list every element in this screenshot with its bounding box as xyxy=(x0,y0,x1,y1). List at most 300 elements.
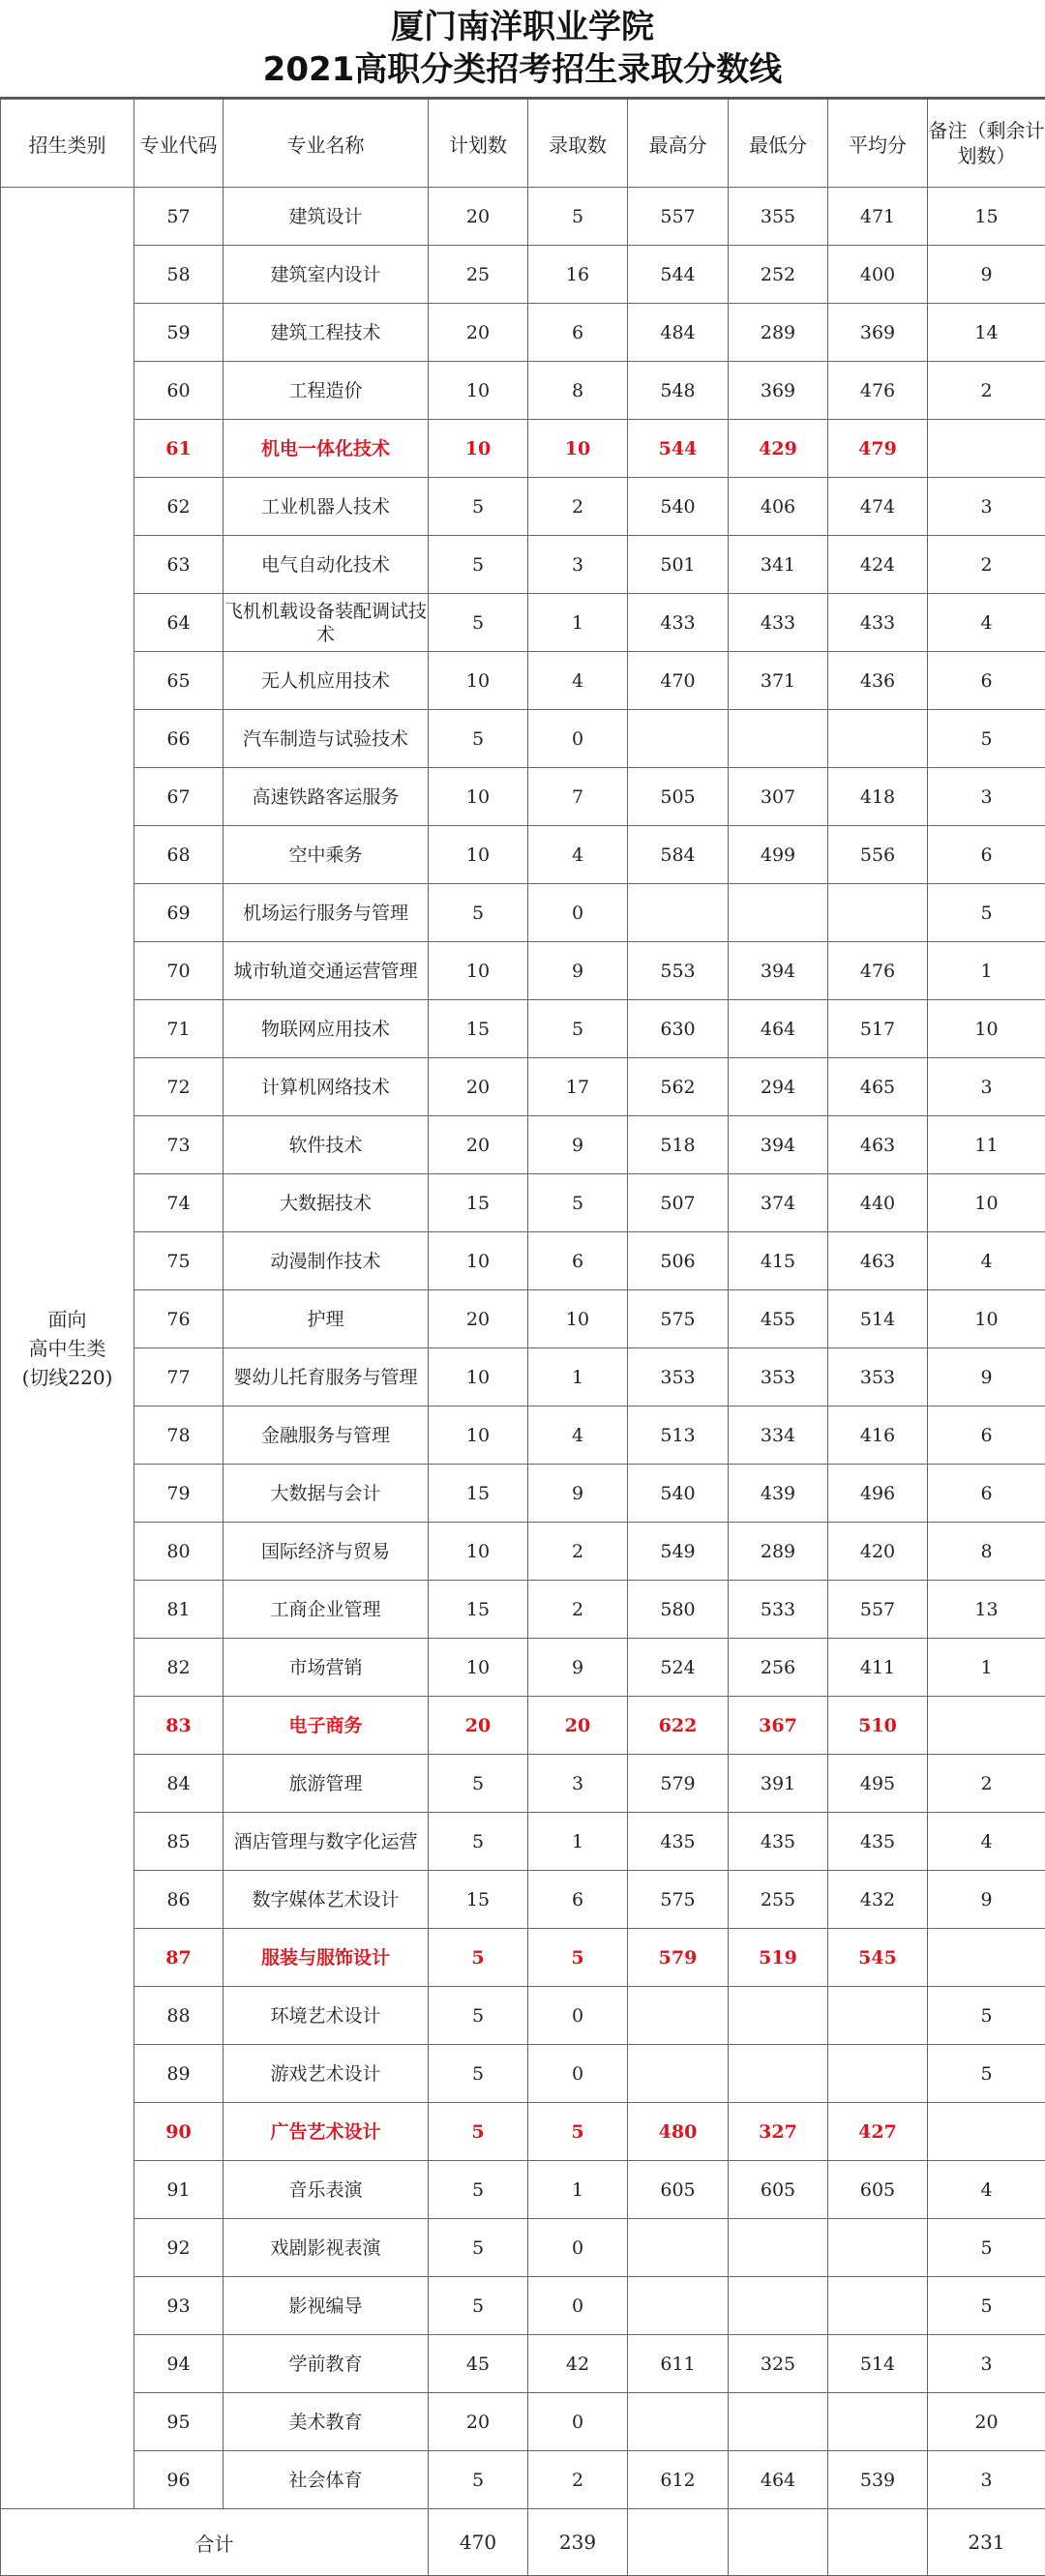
cell-admitted: 3 xyxy=(528,536,628,594)
table-row xyxy=(1,1697,1045,1755)
table-row xyxy=(1,1290,1045,1348)
cell-avg: 416 xyxy=(828,1406,928,1465)
cell-note: 9 xyxy=(928,1871,1045,1929)
cell-plan: 10 xyxy=(429,652,528,710)
cell-avg: 495 xyxy=(828,1755,928,1813)
cell-max: 505 xyxy=(628,768,729,826)
cell-min: 369 xyxy=(729,362,828,420)
cell-admitted: 5 xyxy=(528,1174,628,1232)
cell-avg xyxy=(828,2277,928,2335)
cell-plan: 5 xyxy=(429,2103,528,2161)
cell-plan: 15 xyxy=(429,1000,528,1058)
table-row xyxy=(1,652,1045,710)
cell-code: 59 xyxy=(134,304,224,362)
header-plan: 计划数 xyxy=(429,100,528,188)
cell-name: 建筑设计 xyxy=(224,188,429,246)
cell-note: 3 xyxy=(928,478,1045,536)
cell-min xyxy=(729,2045,828,2103)
table-row xyxy=(1,2277,1045,2335)
cell-code: 85 xyxy=(134,1813,224,1871)
cell-code: 70 xyxy=(134,942,224,1000)
cell-max: 579 xyxy=(628,1929,729,1987)
table-row xyxy=(1,1232,1045,1290)
header-name: 专业名称 xyxy=(224,100,429,188)
cell-min: 252 xyxy=(729,246,828,304)
cell-min: 439 xyxy=(729,1465,828,1523)
cell-min xyxy=(729,2277,828,2335)
cell-min: 307 xyxy=(729,768,828,826)
cell-avg: 463 xyxy=(828,1232,928,1290)
college-title: 厦门南洋职业学院 xyxy=(0,6,1045,48)
cell-avg: 510 xyxy=(828,1697,928,1755)
cell-plan: 10 xyxy=(429,768,528,826)
cell-code: 93 xyxy=(134,2277,224,2335)
cell-max: 513 xyxy=(628,1406,729,1465)
cell-min: 289 xyxy=(729,1523,828,1581)
cell-admitted: 0 xyxy=(528,2045,628,2103)
cell-min: 367 xyxy=(729,1697,828,1755)
cell-note: 4 xyxy=(928,594,1045,652)
cell-avg: 435 xyxy=(828,1813,928,1871)
cell-note: 5 xyxy=(928,1987,1045,2045)
cell-admitted: 1 xyxy=(528,2161,628,2219)
cell-code: 88 xyxy=(134,1987,224,2045)
cell-name: 戏剧影视表演 xyxy=(224,2219,429,2277)
cell-code: 62 xyxy=(134,478,224,536)
cell-note: 1 xyxy=(928,942,1045,1000)
cell-max: 611 xyxy=(628,2335,729,2393)
table-row xyxy=(1,1581,1045,1639)
cell-code: 78 xyxy=(134,1406,224,1465)
cell-max: 540 xyxy=(628,1465,729,1523)
cell-avg: 427 xyxy=(828,2103,928,2161)
cell-min: 394 xyxy=(729,942,828,1000)
cell-note: 10 xyxy=(928,1000,1045,1058)
cell-plan: 10 xyxy=(429,826,528,884)
cell-admitted: 7 xyxy=(528,768,628,826)
cell-max: 507 xyxy=(628,1174,729,1232)
cell-plan: 25 xyxy=(429,246,528,304)
cell-name: 机场运行服务与管理 xyxy=(224,884,429,942)
cell-plan: 5 xyxy=(429,2219,528,2277)
cell-max xyxy=(628,2277,729,2335)
table-body xyxy=(1,188,1045,2576)
cell-note: 3 xyxy=(928,768,1045,826)
cell-min: 433 xyxy=(729,594,828,652)
cell-avg: 479 xyxy=(828,420,928,478)
cell-name: 大数据技术 xyxy=(224,1174,429,1232)
cell-plan: 5 xyxy=(429,2451,528,2509)
cell-code: 89 xyxy=(134,2045,224,2103)
cell-avg xyxy=(828,884,928,942)
cell-name: 物联网应用技术 xyxy=(224,1000,429,1058)
cell-avg: 539 xyxy=(828,2451,928,2509)
cell-note: 3 xyxy=(928,2335,1045,2393)
cell-max: 544 xyxy=(628,420,729,478)
cell-max: 605 xyxy=(628,2161,729,2219)
table-row xyxy=(1,1116,1045,1174)
cell-code: 69 xyxy=(134,884,224,942)
cell-name: 机电一体化技术 xyxy=(224,420,429,478)
table-row xyxy=(1,1406,1045,1465)
header-max: 最高分 xyxy=(628,100,729,188)
cell-note: 6 xyxy=(928,1465,1045,1523)
cell-name: 旅游管理 xyxy=(224,1755,429,1813)
cell-min: 374 xyxy=(729,1174,828,1232)
cell-avg: 440 xyxy=(828,1174,928,1232)
category-line3: (切线220) xyxy=(1,1363,134,1392)
cell-admitted: 8 xyxy=(528,362,628,420)
cell-avg: 418 xyxy=(828,768,928,826)
cell-max xyxy=(628,2219,729,2277)
cell-avg: 514 xyxy=(828,2335,928,2393)
total-note: 231 xyxy=(928,2509,1045,2576)
cell-name: 建筑室内设计 xyxy=(224,246,429,304)
cell-code: 80 xyxy=(134,1523,224,1581)
cell-min xyxy=(729,710,828,768)
cell-max: 579 xyxy=(628,1755,729,1813)
cell-plan: 20 xyxy=(429,1697,528,1755)
cell-code: 71 xyxy=(134,1000,224,1058)
cell-max: 518 xyxy=(628,1116,729,1174)
cell-plan: 5 xyxy=(429,1987,528,2045)
table-row xyxy=(1,826,1045,884)
cell-max: 540 xyxy=(628,478,729,536)
cell-admitted: 9 xyxy=(528,1465,628,1523)
cell-plan: 20 xyxy=(429,1058,528,1116)
cell-note: 5 xyxy=(928,2277,1045,2335)
cell-name: 社会体育 xyxy=(224,2451,429,2509)
table-row xyxy=(1,536,1045,594)
total-admitted: 239 xyxy=(528,2509,628,2576)
cell-min: 294 xyxy=(729,1058,828,1116)
table-row xyxy=(1,2335,1045,2393)
total-avg xyxy=(828,2509,928,2576)
cell-avg: 411 xyxy=(828,1639,928,1697)
table-row xyxy=(1,362,1045,420)
cell-min: 394 xyxy=(729,1116,828,1174)
table-row xyxy=(1,2451,1045,2509)
cell-plan: 5 xyxy=(429,2045,528,2103)
table-row xyxy=(1,1929,1045,1987)
cell-code: 87 xyxy=(134,1929,224,1987)
table-row xyxy=(1,768,1045,826)
cell-max: 480 xyxy=(628,2103,729,2161)
table-row xyxy=(1,1871,1045,1929)
cell-note: 5 xyxy=(928,2045,1045,2103)
cell-min: 435 xyxy=(729,1813,828,1871)
cell-min: 353 xyxy=(729,1348,828,1406)
cell-plan: 5 xyxy=(429,884,528,942)
cell-note: 9 xyxy=(928,1348,1045,1406)
cell-min: 464 xyxy=(729,1000,828,1058)
cell-min: 415 xyxy=(729,1232,828,1290)
header-avg: 平均分 xyxy=(828,100,928,188)
cell-name: 婴幼儿托育服务与管理 xyxy=(224,1348,429,1406)
cell-min: 371 xyxy=(729,652,828,710)
cell-name: 服装与服饰设计 xyxy=(224,1929,429,1987)
cell-note: 10 xyxy=(928,1174,1045,1232)
total-plan: 470 xyxy=(429,2509,528,2576)
cell-note: 15 xyxy=(928,188,1045,246)
cell-admitted: 4 xyxy=(528,826,628,884)
cell-min: 519 xyxy=(729,1929,828,1987)
cell-name: 金融服务与管理 xyxy=(224,1406,429,1465)
cell-plan: 10 xyxy=(429,420,528,478)
cell-avg: 353 xyxy=(828,1348,928,1406)
cell-code: 58 xyxy=(134,246,224,304)
cell-note xyxy=(928,420,1045,478)
cell-code: 91 xyxy=(134,2161,224,2219)
table-row xyxy=(1,2161,1045,2219)
cell-name: 无人机应用技术 xyxy=(224,652,429,710)
cell-avg: 605 xyxy=(828,2161,928,2219)
table-row xyxy=(1,188,1045,246)
header-note: 备注（剩余计划数） xyxy=(928,100,1045,188)
cell-avg: 463 xyxy=(828,1116,928,1174)
table-row xyxy=(1,304,1045,362)
cell-plan: 20 xyxy=(429,2393,528,2451)
cell-plan: 5 xyxy=(429,536,528,594)
cell-note: 9 xyxy=(928,246,1045,304)
cell-avg: 474 xyxy=(828,478,928,536)
cell-plan: 5 xyxy=(429,1929,528,1987)
cell-name: 计算机网络技术 xyxy=(224,1058,429,1116)
cell-avg: 476 xyxy=(828,362,928,420)
cell-admitted: 1 xyxy=(528,1813,628,1871)
cell-admitted: 2 xyxy=(528,2451,628,2509)
cell-admitted: 0 xyxy=(528,710,628,768)
cell-avg: 471 xyxy=(828,188,928,246)
table-row xyxy=(1,2045,1045,2103)
category-cell xyxy=(1,188,134,2509)
total-max xyxy=(628,2509,729,2576)
cell-code: 81 xyxy=(134,1581,224,1639)
cell-max: 562 xyxy=(628,1058,729,1116)
cell-admitted: 0 xyxy=(528,2393,628,2451)
cell-max: 470 xyxy=(628,652,729,710)
cell-admitted: 42 xyxy=(528,2335,628,2393)
cell-note: 4 xyxy=(928,1232,1045,1290)
table-row xyxy=(1,246,1045,304)
cell-admitted: 6 xyxy=(528,1232,628,1290)
cell-avg xyxy=(828,710,928,768)
cell-plan: 10 xyxy=(429,1523,528,1581)
cell-max xyxy=(628,1987,729,2045)
cell-code: 94 xyxy=(134,2335,224,2393)
cell-admitted: 5 xyxy=(528,1929,628,1987)
cell-note: 3 xyxy=(928,1058,1045,1116)
cell-max: 612 xyxy=(628,2451,729,2509)
cell-code: 57 xyxy=(134,188,224,246)
cell-admitted: 17 xyxy=(528,1058,628,1116)
table-row xyxy=(1,594,1045,652)
cell-name: 美术教育 xyxy=(224,2393,429,2451)
table-row xyxy=(1,2103,1045,2161)
cell-note: 6 xyxy=(928,826,1045,884)
cell-code: 77 xyxy=(134,1348,224,1406)
cell-avg: 476 xyxy=(828,942,928,1000)
cell-plan: 10 xyxy=(429,942,528,1000)
table-row xyxy=(1,2393,1045,2451)
cell-name: 建筑工程技术 xyxy=(224,304,429,362)
cell-min: 533 xyxy=(729,1581,828,1639)
cell-name: 动漫制作技术 xyxy=(224,1232,429,1290)
cell-admitted: 0 xyxy=(528,884,628,942)
cell-plan: 10 xyxy=(429,362,528,420)
cell-code: 64 xyxy=(134,594,224,652)
cell-code: 95 xyxy=(134,2393,224,2451)
cell-plan: 20 xyxy=(429,188,528,246)
cell-note: 2 xyxy=(928,1755,1045,1813)
table-row xyxy=(1,1813,1045,1871)
cell-name: 大数据与会计 xyxy=(224,1465,429,1523)
cell-max: 433 xyxy=(628,594,729,652)
cell-avg: 369 xyxy=(828,304,928,362)
cell-min: 255 xyxy=(729,1871,828,1929)
cell-admitted: 0 xyxy=(528,2219,628,2277)
cell-code: 66 xyxy=(134,710,224,768)
cell-min xyxy=(729,1987,828,2045)
cell-admitted: 10 xyxy=(528,1290,628,1348)
cell-note: 13 xyxy=(928,1581,1045,1639)
table-row xyxy=(1,710,1045,768)
cell-name: 飞机机载设备装配调试技术 xyxy=(224,594,429,652)
sheet-title: 2021高职分类招考招生录取分数线 xyxy=(0,48,1045,91)
cell-name: 空中乘务 xyxy=(224,826,429,884)
cell-note: 5 xyxy=(928,710,1045,768)
cell-min: 341 xyxy=(729,536,828,594)
cell-min: 327 xyxy=(729,2103,828,2161)
cell-name: 软件技术 xyxy=(224,1116,429,1174)
header-category: 招生类别 xyxy=(1,100,134,188)
cell-max: 575 xyxy=(628,1290,729,1348)
cell-max: 353 xyxy=(628,1348,729,1406)
cell-admitted: 0 xyxy=(528,1987,628,2045)
cell-max: 506 xyxy=(628,1232,729,1290)
table-row xyxy=(1,1639,1045,1697)
cell-avg: 557 xyxy=(828,1581,928,1639)
cell-name: 护理 xyxy=(224,1290,429,1348)
cell-name: 环境艺术设计 xyxy=(224,1987,429,2045)
cell-max: 548 xyxy=(628,362,729,420)
cell-avg: 514 xyxy=(828,1290,928,1348)
cell-max xyxy=(628,2045,729,2103)
cell-note xyxy=(928,1929,1045,1987)
cell-name: 数字媒体艺术设计 xyxy=(224,1871,429,1929)
cell-code: 83 xyxy=(134,1697,224,1755)
cell-plan: 20 xyxy=(429,304,528,362)
cell-name: 酒店管理与数字化运营 xyxy=(224,1813,429,1871)
cell-max: 501 xyxy=(628,536,729,594)
cell-name: 国际经济与贸易 xyxy=(224,1523,429,1581)
cell-code: 68 xyxy=(134,826,224,884)
cell-plan: 5 xyxy=(429,2161,528,2219)
cell-code: 90 xyxy=(134,2103,224,2161)
cell-name: 音乐表演 xyxy=(224,2161,429,2219)
cell-code: 75 xyxy=(134,1232,224,1290)
table-row xyxy=(1,1755,1045,1813)
cell-name: 工程造价 xyxy=(224,362,429,420)
cell-max xyxy=(628,884,729,942)
cell-code: 84 xyxy=(134,1755,224,1813)
cell-note: 8 xyxy=(928,1523,1045,1581)
cell-name: 城市轨道交通运营管理 xyxy=(224,942,429,1000)
cell-max: 544 xyxy=(628,246,729,304)
cell-code: 92 xyxy=(134,2219,224,2277)
cell-admitted: 16 xyxy=(528,246,628,304)
cell-min: 355 xyxy=(729,188,828,246)
cell-plan: 5 xyxy=(429,478,528,536)
cell-admitted: 2 xyxy=(528,478,628,536)
cell-code: 86 xyxy=(134,1871,224,1929)
table-row xyxy=(1,1174,1045,1232)
cell-admitted: 4 xyxy=(528,652,628,710)
cell-code: 60 xyxy=(134,362,224,420)
cell-name: 电气自动化技术 xyxy=(224,536,429,594)
cell-min: 289 xyxy=(729,304,828,362)
cell-avg: 496 xyxy=(828,1465,928,1523)
cell-max: 553 xyxy=(628,942,729,1000)
cell-code: 63 xyxy=(134,536,224,594)
cell-note: 2 xyxy=(928,536,1045,594)
cell-plan: 5 xyxy=(429,1755,528,1813)
cell-plan: 15 xyxy=(429,1174,528,1232)
cell-code: 96 xyxy=(134,2451,224,2509)
cell-note xyxy=(928,1697,1045,1755)
cell-admitted: 6 xyxy=(528,304,628,362)
cell-name: 工商企业管理 xyxy=(224,1581,429,1639)
cell-plan: 10 xyxy=(429,1639,528,1697)
cell-admitted: 4 xyxy=(528,1406,628,1465)
cell-avg: 545 xyxy=(828,1929,928,1987)
cell-plan: 15 xyxy=(429,1581,528,1639)
cell-code: 65 xyxy=(134,652,224,710)
cell-note: 3 xyxy=(928,2451,1045,2509)
table-row xyxy=(1,420,1045,478)
cell-code: 74 xyxy=(134,1174,224,1232)
table-row xyxy=(1,942,1045,1000)
cell-avg xyxy=(828,1987,928,2045)
cell-avg: 424 xyxy=(828,536,928,594)
cell-admitted: 9 xyxy=(528,1116,628,1174)
cell-avg: 517 xyxy=(828,1000,928,1058)
cell-note: 14 xyxy=(928,304,1045,362)
cell-avg xyxy=(828,2219,928,2277)
cell-avg: 433 xyxy=(828,594,928,652)
cell-avg: 436 xyxy=(828,652,928,710)
cell-admitted: 0 xyxy=(528,2277,628,2335)
table-row xyxy=(1,1465,1045,1523)
cell-note: 20 xyxy=(928,2393,1045,2451)
total-min xyxy=(729,2509,828,2576)
cell-admitted: 5 xyxy=(528,188,628,246)
category-line1: 面向 xyxy=(1,1305,134,1334)
cell-plan: 20 xyxy=(429,1116,528,1174)
cell-plan: 5 xyxy=(429,710,528,768)
header-admitted: 录取数 xyxy=(528,100,628,188)
cell-max: 524 xyxy=(628,1639,729,1697)
cell-min: 256 xyxy=(729,1639,828,1697)
cell-max: 557 xyxy=(628,188,729,246)
cell-code: 79 xyxy=(134,1465,224,1523)
cell-admitted: 1 xyxy=(528,1348,628,1406)
cell-max xyxy=(628,710,729,768)
cell-note: 11 xyxy=(928,1116,1045,1174)
cell-name: 广告艺术设计 xyxy=(224,2103,429,2161)
cell-plan: 5 xyxy=(429,2277,528,2335)
cell-code: 61 xyxy=(134,420,224,478)
